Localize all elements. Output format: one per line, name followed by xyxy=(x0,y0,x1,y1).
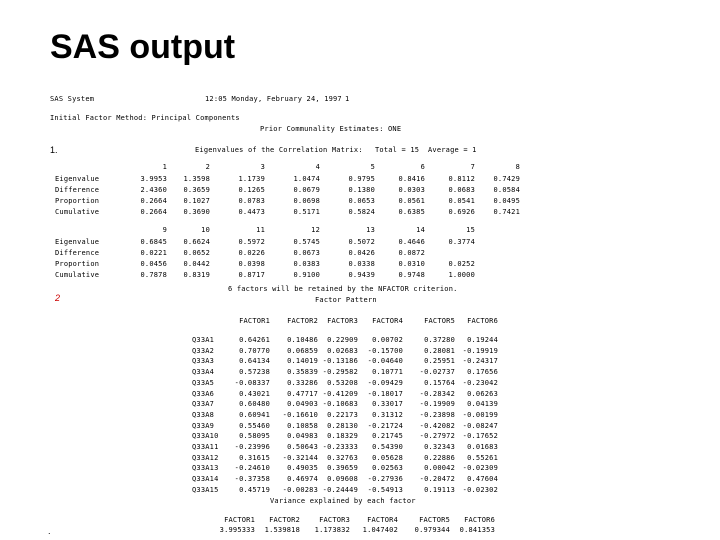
loading-value: 0.47604 xyxy=(467,475,498,484)
loading-value: -0.00199 xyxy=(462,410,498,419)
eigen-value: 0.0252 xyxy=(448,260,475,268)
factor-method: Initial Factor Method: Principal Components xyxy=(50,114,240,122)
eigen-value: 0.7429 xyxy=(493,175,520,183)
variable-label: Q33A4 xyxy=(192,368,215,377)
loading-value: -0.24610 xyxy=(234,464,270,473)
loading-value: 0.25951 xyxy=(424,357,455,366)
variable-label: Q33A10 xyxy=(192,432,219,441)
eigen-value: 0.0561 xyxy=(398,197,425,205)
eigen-col-header: 6 xyxy=(420,163,425,171)
eigen-value: 0.7421 xyxy=(493,208,520,216)
variable-label: Q33A15 xyxy=(192,485,219,494)
eigen-value: 0.0310 xyxy=(398,260,425,268)
variable-label: Q33A2 xyxy=(192,346,215,355)
eigen-value: 0.9100 xyxy=(293,271,320,279)
variable-label: Q33A3 xyxy=(192,357,215,366)
variable-label: Q33A9 xyxy=(192,421,215,430)
eigen-value: 0.9795 xyxy=(348,175,375,183)
loading-value: 0.37280 xyxy=(424,336,455,344)
loading-value: -0.04640 xyxy=(367,357,403,366)
loading-value: 0.10858 xyxy=(287,421,318,430)
factor-header: FACTOR3 xyxy=(327,317,358,325)
eigen-title: Eigenvalues of the Correlation Matrix: xyxy=(195,146,363,154)
factor-header: FACTOR1 xyxy=(239,317,270,325)
variance-title: Variance explained by each factor xyxy=(270,497,416,505)
eigen-value: 0.0541 xyxy=(448,197,475,205)
eigen-row-label: Difference xyxy=(55,249,100,257)
loading-value: 0.39659 xyxy=(327,464,358,473)
loading-value: -0.17652 xyxy=(462,432,498,441)
loading-value: -0.02302 xyxy=(462,485,498,494)
loading-value: 0.60480 xyxy=(239,400,270,409)
loading-value: 0.10486 xyxy=(287,336,318,344)
eigen-value: 0.0442 xyxy=(183,260,210,268)
eigen-value: 0.7878 xyxy=(140,271,167,279)
loading-value: -0.10683 xyxy=(322,400,358,409)
loading-value: -0.54913 xyxy=(367,485,403,494)
loading-value: 0.46974 xyxy=(287,475,318,484)
page-title: SAS output xyxy=(50,28,236,66)
eigen-value: 0.0653 xyxy=(348,197,375,205)
section-marker-1: 1. xyxy=(50,145,58,155)
loading-value: -0.08247 xyxy=(462,421,498,430)
variance-factor-header: FACTOR5 xyxy=(419,516,450,524)
variance-factor-header: FACTOR4 xyxy=(367,516,398,524)
loading-value: -0.23898 xyxy=(419,410,455,419)
variable-label: Q33A11 xyxy=(192,443,219,451)
loading-value: -0.27972 xyxy=(419,432,455,441)
loading-value: 0.05628 xyxy=(372,453,403,462)
loading-value: -0.27936 xyxy=(367,475,403,484)
loading-value: -0.24449 xyxy=(322,485,358,494)
eigen-value: 2.4360 xyxy=(140,186,167,194)
eigen-value: 1.0000 xyxy=(448,271,475,279)
variance-value: 3.995333 xyxy=(219,526,255,534)
loading-value: 0.33017 xyxy=(372,400,403,409)
loading-value: 0.49035 xyxy=(287,464,318,473)
eigen-row-label: Eigenvalue xyxy=(55,175,100,183)
loading-value: 0.32343 xyxy=(424,443,455,451)
eigen-col-header: 12 xyxy=(311,226,320,234)
eigen-col-header: 10 xyxy=(201,226,210,234)
eigen-value: 0.6926 xyxy=(448,208,475,216)
eigen-col-header: 3 xyxy=(260,163,265,171)
loading-value: 0.04903 xyxy=(287,400,318,409)
loading-value: -0.42082 xyxy=(419,421,455,430)
eigen-value: 0.0679 xyxy=(293,186,320,194)
eigen-col-header: 8 xyxy=(515,163,520,171)
eigen-value: 0.0398 xyxy=(238,260,265,268)
prior-estimates: Prior Communality Estimates: ONE xyxy=(260,125,402,133)
eigen-value: 0.0698 xyxy=(293,197,320,205)
loading-value: 0.22886 xyxy=(424,453,455,462)
loading-value: -0.09429 xyxy=(367,378,403,387)
loading-value: -0.19909 xyxy=(419,400,455,409)
eigen-average: Average = 1 xyxy=(428,146,477,154)
loading-value: 0.28081 xyxy=(424,346,455,355)
loading-value: 0.04139 xyxy=(467,400,498,409)
loading-value: -0.19919 xyxy=(462,346,498,355)
loading-value: 0.21745 xyxy=(372,432,403,441)
run-datetime: 12:05 Monday, February 24, 1997 xyxy=(205,95,342,103)
eigen-value: 0.0456 xyxy=(140,260,167,268)
loading-value: -0.28342 xyxy=(419,389,455,398)
eigen-value: 0.3659 xyxy=(183,186,210,194)
eigen-value: 0.0221 xyxy=(140,249,167,257)
variance-value: 0.841353 xyxy=(459,526,495,534)
variance-value: 1.539818 xyxy=(264,526,300,534)
loading-value: -0.02737 xyxy=(419,368,455,377)
eigen-col-header: 13 xyxy=(366,226,375,234)
eigen-value: 0.6624 xyxy=(183,238,210,246)
loading-value: 0.01683 xyxy=(467,443,498,451)
eigen-value: 0.0303 xyxy=(398,186,425,194)
loading-value: -0.24317 xyxy=(462,357,498,366)
eigen-row-label: Proportion xyxy=(55,197,100,205)
variance-value: 1.173832 xyxy=(314,526,350,534)
eigen-value: 0.0783 xyxy=(238,197,265,205)
loading-value: 0.06859 xyxy=(287,346,318,355)
eigen-value: 0.0426 xyxy=(348,249,375,257)
loading-value: 0.47717 xyxy=(287,389,318,398)
loading-value: 0.22909 xyxy=(327,336,358,344)
eigen-value: 0.2664 xyxy=(140,208,167,216)
factor-header: FACTOR4 xyxy=(372,317,403,325)
section-marker-2: 2 xyxy=(55,293,61,303)
eigen-value: 0.0495 xyxy=(493,197,520,205)
eigen-value: 0.0338 xyxy=(348,260,375,268)
loading-value: -0.15700 xyxy=(367,346,403,355)
factor-pattern-title: Factor Pattern xyxy=(315,296,377,304)
factor-header: FACTOR2 xyxy=(287,317,318,325)
sas-system-label: SAS System xyxy=(50,95,95,103)
eigen-value: 0.1265 xyxy=(238,186,265,194)
variance-factor-header: FACTOR6 xyxy=(464,516,495,524)
loading-value: 0.15764 xyxy=(424,378,455,387)
eigen-value: 0.5745 xyxy=(293,238,320,246)
loading-value: 0.10771 xyxy=(372,368,403,377)
eigen-col-header: 7 xyxy=(470,163,475,171)
eigen-value: 0.5972 xyxy=(238,238,265,246)
loading-value: 0.02683 xyxy=(327,346,358,355)
loading-value: 0.04983 xyxy=(287,432,318,441)
loading-value: 0.00042 xyxy=(424,464,455,473)
loading-value: 0.00702 xyxy=(372,336,403,344)
variable-label: Q33A5 xyxy=(192,378,215,387)
eigen-value: 0.0683 xyxy=(448,186,475,194)
factor-header: FACTOR6 xyxy=(467,317,498,325)
eigen-total: Total = 15 xyxy=(375,146,420,154)
eigen-value: 0.0584 xyxy=(493,186,520,194)
variable-label: Q33A8 xyxy=(192,410,215,419)
eigen-col-header: 9 xyxy=(162,226,167,234)
page-number: 1 xyxy=(345,95,350,103)
loading-value: 0.64261 xyxy=(239,336,270,344)
retained-note: 6 factors will be retained by the NFACTOR criterion. xyxy=(228,285,458,293)
loading-value: -0.41209 xyxy=(322,389,358,398)
eigen-row-label: Cumulative xyxy=(55,208,100,216)
loading-value: -0.23996 xyxy=(234,443,270,451)
loading-value: 0.45719 xyxy=(239,485,270,494)
eigen-value: 0.0673 xyxy=(293,249,320,257)
loading-value: 0.19244 xyxy=(467,336,498,344)
eigen-row-label: Eigenvalue xyxy=(55,238,100,246)
loading-value: 0.33286 xyxy=(287,378,318,387)
variance-value: 0.979344 xyxy=(414,526,450,534)
eigen-value: 3.9953 xyxy=(140,175,167,183)
variable-label: Q33A6 xyxy=(192,389,215,398)
loading-value: 0.31312 xyxy=(372,410,403,419)
section-marker-3: . xyxy=(48,526,51,536)
loading-value: 0.31615 xyxy=(239,453,270,462)
eigen-value: 0.6845 xyxy=(140,238,167,246)
eigen-value: 0.5824 xyxy=(348,208,375,216)
eigen-col-header: 5 xyxy=(370,163,375,171)
loading-value: 0.22173 xyxy=(327,410,358,419)
eigen-value: 0.0652 xyxy=(183,249,210,257)
loading-value: 0.17656 xyxy=(467,368,498,377)
loading-value: -0.13186 xyxy=(322,357,358,366)
loading-value: -0.21724 xyxy=(367,421,403,430)
eigen-value: 0.9439 xyxy=(348,271,375,279)
eigen-value: 0.1380 xyxy=(348,186,375,194)
loading-value: 0.14019 xyxy=(287,357,318,366)
loading-value: 0.35839 xyxy=(287,368,318,377)
eigen-value: 1.1739 xyxy=(238,175,265,183)
eigen-col-header: 4 xyxy=(315,163,320,171)
loading-value: -0.16610 xyxy=(282,410,318,419)
loading-value: 0.18329 xyxy=(327,432,358,441)
eigen-col-header: 15 xyxy=(466,226,475,234)
loading-value: 0.09608 xyxy=(327,475,358,484)
eigen-value: 0.0383 xyxy=(293,260,320,268)
eigen-col-header: 11 xyxy=(256,226,265,234)
eigen-value: 0.3774 xyxy=(448,238,475,246)
eigen-value: 0.6385 xyxy=(398,208,425,216)
variance-value: 1.047402 xyxy=(362,526,398,534)
eigen-value: 0.2664 xyxy=(140,197,167,205)
eigen-col-header: 2 xyxy=(205,163,210,171)
eigen-value: 0.0226 xyxy=(238,249,265,257)
loading-value: -0.23333 xyxy=(322,443,358,451)
eigen-value: 0.4473 xyxy=(238,208,265,216)
eigen-value: 0.8416 xyxy=(398,175,425,183)
eigen-row-label: Cumulative xyxy=(55,271,100,279)
eigen-value: 0.8319 xyxy=(183,271,210,279)
factor-header: FACTOR5 xyxy=(424,317,455,325)
variable-label: Q33A1 xyxy=(192,336,215,344)
loading-value: -0.02309 xyxy=(462,464,498,473)
loading-value: 0.53208 xyxy=(327,378,358,387)
loading-value: 0.32763 xyxy=(327,453,358,462)
eigen-value: 1.0474 xyxy=(293,175,320,183)
loading-value: 0.06263 xyxy=(467,389,498,398)
loading-value: 0.19113 xyxy=(424,485,455,494)
loading-value: -0.20472 xyxy=(419,475,455,484)
eigen-value: 1.3598 xyxy=(183,175,210,183)
loading-value: 0.55460 xyxy=(239,421,270,430)
eigen-row-label: Difference xyxy=(55,186,100,194)
eigen-value: 0.5072 xyxy=(348,238,375,246)
variance-factor-header: FACTOR3 xyxy=(319,516,350,524)
loading-value: 0.60941 xyxy=(239,410,270,419)
eigen-col-header: 1 xyxy=(162,163,167,171)
eigen-value: 0.0872 xyxy=(398,249,425,257)
variable-label: Q33A13 xyxy=(192,464,219,473)
loading-value: 0.70770 xyxy=(239,346,270,355)
eigen-col-header: 14 xyxy=(416,226,425,234)
loading-value: -0.37358 xyxy=(234,475,270,484)
eigen-value: 0.9748 xyxy=(398,271,425,279)
eigen-value: 0.8717 xyxy=(238,271,265,279)
variable-label: Q33A14 xyxy=(192,475,219,484)
loading-value: 0.55261 xyxy=(467,453,498,462)
variance-factor-header: FACTOR2 xyxy=(269,516,300,524)
eigen-value: 0.4646 xyxy=(398,238,425,246)
loading-value: -0.29582 xyxy=(322,368,358,377)
loading-value: -0.08337 xyxy=(234,378,270,387)
loading-value: 0.64134 xyxy=(239,357,270,366)
loading-value: 0.43021 xyxy=(239,389,270,398)
variable-label: Q33A7 xyxy=(192,400,215,409)
eigen-value: 0.3690 xyxy=(183,208,210,216)
loading-value: -0.18017 xyxy=(367,389,403,398)
eigen-row-label: Proportion xyxy=(55,260,100,268)
loading-value: 0.54390 xyxy=(372,443,403,451)
loading-value: 0.28130 xyxy=(327,421,358,430)
eigen-value: 0.8112 xyxy=(448,175,475,183)
loading-value: 0.58095 xyxy=(239,432,270,441)
loading-value: 0.57238 xyxy=(239,368,270,377)
eigen-value: 0.5171 xyxy=(293,208,320,216)
eigen-value: 0.1027 xyxy=(183,197,210,205)
variable-label: Q33A12 xyxy=(192,453,219,462)
loading-value: 0.50643 xyxy=(287,443,318,451)
variance-factor-header: FACTOR1 xyxy=(224,516,255,524)
loading-value: 0.02563 xyxy=(372,464,403,473)
loading-value: -0.23042 xyxy=(462,378,498,387)
loading-value: -0.32144 xyxy=(282,453,318,462)
loading-value: -0.00283 xyxy=(282,485,318,494)
